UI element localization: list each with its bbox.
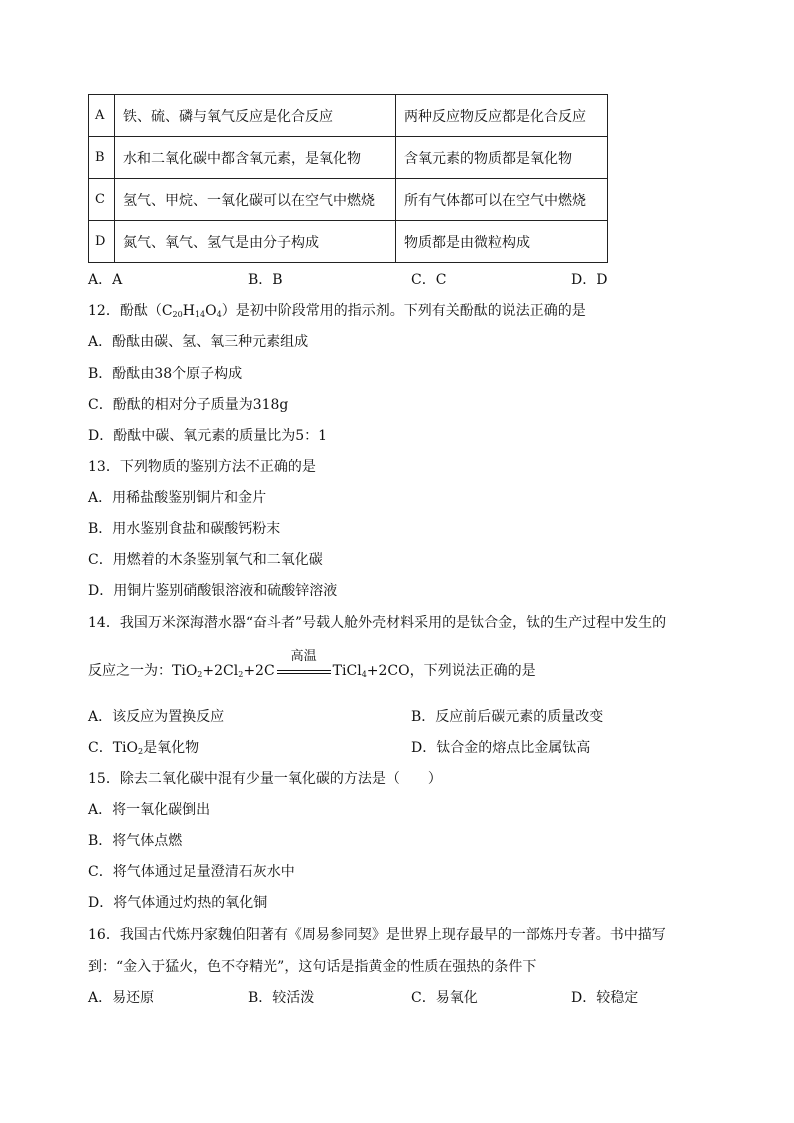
q14-eq-post1: TiCl [332,663,362,679]
q15-option-c: C．将气体通过足量澄清石灰水中 [88,864,295,880]
table-row [89,95,608,137]
q13-option-c: C．用燃着的木条鉴别氧气和二氧化碳 [88,552,323,568]
row-statement: 氮气、氧气、氢气是由分子构成 [115,221,396,263]
q12-option-c: C．酚酞的相对分子质量为318g [88,397,289,413]
row-key: C [89,179,115,221]
q14-eq-sub3: 4 [361,670,367,679]
row-key: A [89,95,115,137]
equals-bar-bottom [277,673,331,674]
q12-stem-post: ）是初中阶段常用的指示剂。下列有关酚酞的说法正确的是 [221,303,586,319]
table-row [89,221,608,263]
row-key: D [89,221,115,263]
q16-stem-line1: 16．我国古代炼丹家魏伯阳著有《周易参同契》是世界上现存最早的一部炼丹专著。书中描写 [88,927,666,943]
table-row [89,137,608,179]
reaction-condition: 高温 [290,649,317,664]
row-conclusion: 两种反应物反应都是化合反应 [396,95,608,137]
q14-eq-sub1: 2 [197,670,203,679]
q13-option-d: D．用铜片鉴别硝酸银溶液和硫酸锌溶液 [88,583,338,599]
q15-option-a: A．将一氧化碳倒出 [88,802,211,818]
q14-eq-mid1: +2Cl [202,663,239,679]
q12-sub-oxygen: 4 [216,310,222,319]
q15-option-d: D．将气体通过灼热的氧化铜 [88,895,268,911]
table-row [89,179,608,221]
q15-option-b: B．将气体点燃 [88,833,183,849]
q16-option-a: A．易还原 [88,990,155,1006]
q12-option-a: A．酚酞由碳、氢、氧三种元素组成 [88,334,309,350]
q11-option-c: C．C [411,272,447,288]
q11-option-d: D．D [571,272,608,288]
q16-option-d: D．较稳定 [571,990,639,1006]
row-statement: 水和二氧化碳中都含氧元素，是氧化物 [115,137,396,179]
q14-option-b: B．反应前后碳元素的质量改变 [411,709,604,725]
comparison-table [88,94,608,263]
q14-eq-post2: +2CO，下列说法正确的是 [366,663,536,679]
q14-option-c-post: 是氧化物 [143,740,200,756]
row-key: B [89,137,115,179]
q12-stem-pre: 12．酚酞（C [88,303,173,319]
q14-option-a: A．该反应为置换反应 [88,709,225,725]
q13-stem: 13．下列物质的鉴别方法不正确的是 [88,459,316,475]
q14-option-d: D．钛合金的熔点比金属钛高 [411,740,591,756]
q13-option-a: A．用稀盐酸鉴别铜片和金片 [88,490,267,506]
q14-equation-line [88,649,536,681]
q14-eq-pre: 反应之一为：TiO [88,663,198,679]
q15-stem: 15．除去二氧化碳中混有少量一氧化碳的方法是（ ） [88,771,442,787]
q14-stem-line1: 14．我国万米深海潜水器“奋斗者”号载人舱外壳材料采用的是钛合金，钛的生产过程中发生的 [88,615,667,631]
q14-eq-mid2: +2C [243,663,275,679]
q13-option-b: B．用水鉴别食盐和碳酸钙粉末 [88,521,281,537]
q14-option-c [88,738,199,758]
q12-option-d: D．酚酞中碳、氧元素的质量比为5：1 [88,428,328,444]
row-statement: 氢气、甲烷、一氧化碳可以在空气中燃烧 [115,179,396,221]
q14-eq-sub2: 2 [238,670,244,679]
q16-stem-line2: 到：“金入于猛火，色不夺精光”，这句话是指黄金的性质在强热的条件下 [88,959,537,975]
q11-option-b: B．B [248,272,283,288]
row-conclusion: 所有气体都可以在空气中燃烧 [396,179,608,221]
q12-sub-carbon: 20 [172,310,183,319]
equals-bar-top [277,670,331,671]
q12-option-b: B．酚酞由38个原子构成 [88,366,243,382]
reaction-arrow [275,649,333,681]
q14-option-c-pre: C．TiO [88,740,139,756]
q11-option-a: A．A [88,272,123,288]
row-conclusion: 含氧元素的物质都是氧化物 [396,137,608,179]
q12-oxygen: O [205,303,217,319]
q16-option-c: C．易氧化 [411,990,478,1006]
q14-option-c-sub: 2 [138,747,144,756]
row-conclusion: 物质都是由微粒构成 [396,221,608,263]
row-statement: 铁、硫、磷与氧气反应是化合反应 [115,95,396,137]
q12-sub-hydrogen: 14 [194,310,206,319]
q12-hydrogen: H [182,303,195,319]
q12-stem [88,301,586,321]
q16-option-b: B．较活泼 [248,990,315,1006]
